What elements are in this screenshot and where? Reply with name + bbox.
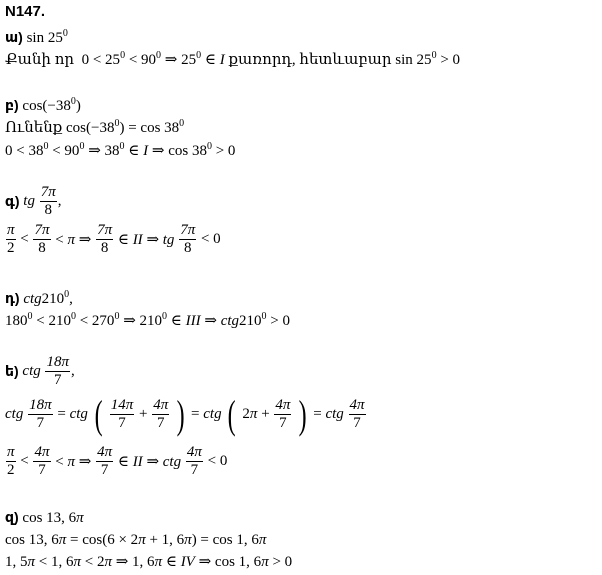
part-b-eq: $\cos(-38^0) = \cos 38^0$ <box>66 118 185 136</box>
part-a-text: Քանի որ <box>5 52 75 68</box>
part-c-fraction: $\frac{7\pi}{8}$ <box>40 184 56 218</box>
problem-number: N147. <box>5 3 46 20</box>
part-b-label: բ) <box>5 97 19 113</box>
seven-pi-over-8: $\frac{7\pi}{8}$ <box>34 222 50 256</box>
part-a-label: ա) <box>5 29 23 45</box>
part-a-header <box>5 28 68 47</box>
part-f-header: զ) cos 13, 6π <box>5 509 84 526</box>
part-f-line1: cos 13, 6π = cos(6 × 2π + 1, 6π) = cos 1, 6π <box>5 532 267 548</box>
part-e-label: ե) <box>5 363 19 379</box>
part-e-header: ե) ctg $\frac{18\pi}{7}$ , <box>5 354 75 388</box>
part-b-expr: $\cos(-38^0)$ <box>22 96 81 114</box>
part-a-expr: $\sin 25^0$ <box>26 28 68 46</box>
part-d-header: դ) $ctg210^0$, <box>5 289 73 307</box>
part-a-result: $\sin 25^0 > 0$ <box>395 50 461 68</box>
part-e-line2: $\frac{\pi}{2}$ < $\frac{4\pi}{7}$ < π ⇒ $\frac{4\pi}{7}$ ∈ II ⇒ ctg $\frac{4\pi}{7}$ < 0 <box>7 444 228 478</box>
part-f-label: զ) <box>5 509 19 525</box>
part-e-line1: ctg $\frac{18\pi}{7}$ = ctg ( $\frac{14\pi}{7}$ + $\frac{4\pi}{7}$ ) = ctg ( 2π + $\frac{4\pi}{7}$ ) = ctg $\frac{4\pi}{7}$ <box>5 391 365 437</box>
part-f-line2: 1, 5π < 1, 6π < 2π ⇒ 1, 6π ∈ IV ⇒ cos 1, 6π > 0 <box>5 554 293 570</box>
part-c-label: գ) <box>5 193 20 209</box>
part-d-line: $180^0 < 210^0 < 270^0$ ⇒ $210^0$ ∈ III ⇒ $ctg210^0 > 0$ <box>5 311 290 329</box>
part-b-line1 <box>5 119 184 137</box>
part-d-label: դ) <box>5 290 20 306</box>
part-a-line <box>5 51 460 69</box>
part-a-ineq: $0 < 25^0 < 90^0$ ⇒ $25^0$ ∈ I <box>81 50 225 68</box>
part-c-line: $\frac{\pi}{2}$ < $\frac{7\pi}{8}$ < π ⇒ $\frac{7\pi}{8}$ ∈ II ⇒ tg $\frac{7\pi}{8}$ < 0 <box>7 222 221 256</box>
pi-over-2: $\frac{\pi}{2}$ <box>7 222 15 256</box>
part-c-header: գ) tg $\frac{7\pi}{8}$ , <box>5 184 62 218</box>
part-c-fn: tg <box>23 193 35 209</box>
part-a-quarter: քառորդ, հետևաբար <box>228 52 392 68</box>
part-b-line2: $0 < 38^0 < 90^0$ ⇒ $38^0$ ∈ I ⇒ $\cos 38^0 > 0$ <box>5 141 236 159</box>
part-b-prefix: Ունենք <box>5 120 63 136</box>
part-b-header <box>5 96 81 115</box>
